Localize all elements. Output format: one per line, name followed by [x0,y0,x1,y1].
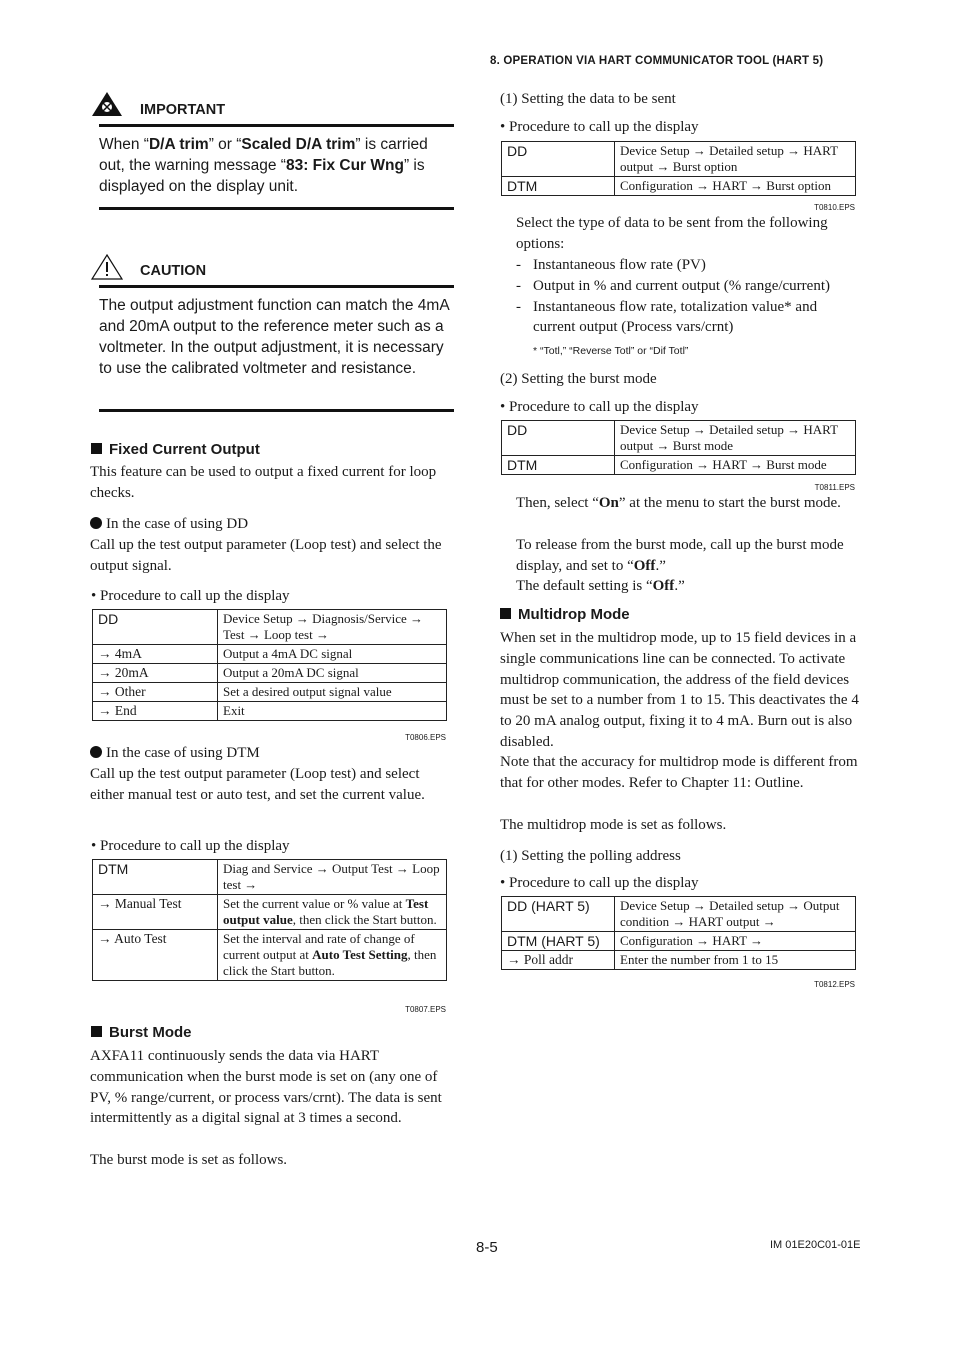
dd-loop-test-table [92,609,447,721]
dd-case-text: Call up the test output parameter (Loop test) and select the output signal. [90,537,442,574]
footnote: * “Totl,” “Reverse Totl” or “Dif Totl” [533,345,689,357]
table-row: DD Device Setup → Detailed setup → HART output → Burst option [502,142,856,177]
important-icon [90,90,124,118]
burst-option-table [501,141,856,196]
burst-step-1: (1) Setting the data to be sent [500,91,676,107]
dtm-case-text: Call up the test output parameter (Loop test) and select either manual test or auto test, and set the current value. [90,766,425,803]
procedure-label: • Procedure to call up the display [500,399,699,415]
burst-off-text: To release from the burst mode, call up the burst mode display, and set to “Off.” [516,537,844,574]
divider [99,207,454,210]
burst-default-text: The default setting is “Off.” [516,578,685,594]
table-row: DTM Configuration → HART → Burst option [502,177,856,196]
list-item: - Output in % and current output (% range/current) [516,276,861,297]
table-row: DTM (HART 5) Configuration → HART → [502,932,856,951]
dd-case-label: In the case of using DD [90,514,455,535]
procedure-label: • Procedure to call up the display [500,119,699,135]
table-file-ref: T0812.EPS [814,980,855,989]
square-bullet-icon [91,443,102,454]
table-row: DD Device Setup → Detailed setup → HART output → Burst mode [502,421,856,456]
burst-options-list [516,255,861,338]
table-row: DTM Configuration → HART → Burst mode [502,456,856,475]
fixed-current-intro: This feature can be used to output a fixed current for loop checks. [90,464,437,501]
burst-step-2: (2) Setting the burst mode [500,371,657,387]
divider [99,409,454,412]
procedure-label: • Procedure to call up the display [500,875,699,891]
table-row: → Other Set a desired output signal value [93,683,447,702]
table-row: DTM Diag and Service → Output Test → Loop test → [93,860,447,895]
burst-mode-intro: AXFA11 continuously sends the data via HART communication when the burst mode is set on (any one of PV, % range/current, or process vars/crnt). The data is sent intermittently as a digital signal at 3 times a second. [90,1048,442,1127]
divider [99,124,454,127]
table-file-ref: T0806.EPS [405,733,446,742]
document-id: IM 01E20C01-01E [770,1239,861,1251]
burst-mode-table [501,420,856,475]
running-header: 8. OPERATION VIA HART COMMUNICATOR TOOL (HART 5) [490,55,824,67]
caution-icon [90,253,124,281]
table-row: → Auto Test Set the interval and rate of change of current output at Auto Test Setting, then click the Start button. [93,930,447,981]
dtm-case-label: In the case of using DTM [90,743,455,764]
burst-on-text: Then, select “On” at the menu to start the burst mode. [516,495,841,511]
bullet-icon [90,746,102,758]
caution-title: CAUTION [140,263,207,279]
list-item: - Instantaneous flow rate (PV) [516,255,861,276]
burst-select-text: Select the type of data to be sent from the following options: [516,215,828,252]
table-row: → 20mA Output a 20mA DC signal [93,664,447,683]
divider [99,285,454,288]
table-file-ref: T0807.EPS [405,1005,446,1014]
table-row: DD Device Setup → Diagnosis/Service → Test → Loop test → [93,610,447,645]
bullet-icon [90,517,102,529]
table-row: → Poll addr Enter the number from 1 to 15 [502,951,856,970]
fixed-current-heading: Fixed Current Output [91,441,260,458]
important-text: When “D/A trim” or “Scaled D/A trim” is carried out, the warning message “83: Fix Cur Wng” is displayed on the display unit. [99,136,428,195]
table-file-ref: T0811.EPS [814,483,855,492]
multidrop-setup-text: The multidrop mode is set as follows. [500,817,727,833]
table-row: → 4mA Output a 4mA DC signal [93,645,447,664]
table-row: DD (HART 5) Device Setup → Detailed setup → Output condition → HART output → [502,897,856,932]
multidrop-heading: Multidrop Mode [500,606,630,623]
procedure-label: • Procedure to call up the display [91,588,290,604]
square-bullet-icon [500,608,511,619]
burst-mode-setup-text: The burst mode is set as follows. [90,1152,288,1168]
page-number: 8-5 [476,1239,498,1256]
dtm-loop-test-table [92,859,447,981]
table-file-ref: T0810.EPS [814,203,855,212]
list-item: - Instantaneous flow rate, totalization value* and current output (Process vars/crnt) [516,297,861,339]
burst-mode-heading: Burst Mode [91,1024,192,1041]
table-row: → Manual Test Set the current value or % value at Test output value, then click the Start button. [93,895,447,930]
caution-text: The output adjustment function can match the 4mA and 20mA output to the reference meter such as a voltmeter. In the output adjustment, it is necessary to use the calibrated voltmeter and resistance. [99,297,449,377]
multidrop-step-1: (1) Setting the polling address [500,848,681,864]
procedure-label: • Procedure to call up the display [91,838,290,854]
poll-address-table [501,896,856,970]
square-bullet-icon [91,1026,102,1037]
important-title: IMPORTANT [140,102,226,118]
multidrop-intro: When set in the multidrop mode, up to 15 field devices in a single communications line can be connected. To activate multidrop communication, the address of the field devices must be set to a number from 1 to 15. This deactivates the 4 to 20 mA analog output, fixing it to 4 mA. Burn out is also disabled. [500,630,859,750]
multidrop-accuracy-note: Note that the accuracy for multidrop mode is different from that for other modes. Refer to Chapter 11: Outline. [500,754,858,791]
table-row: → End Exit [93,702,447,721]
